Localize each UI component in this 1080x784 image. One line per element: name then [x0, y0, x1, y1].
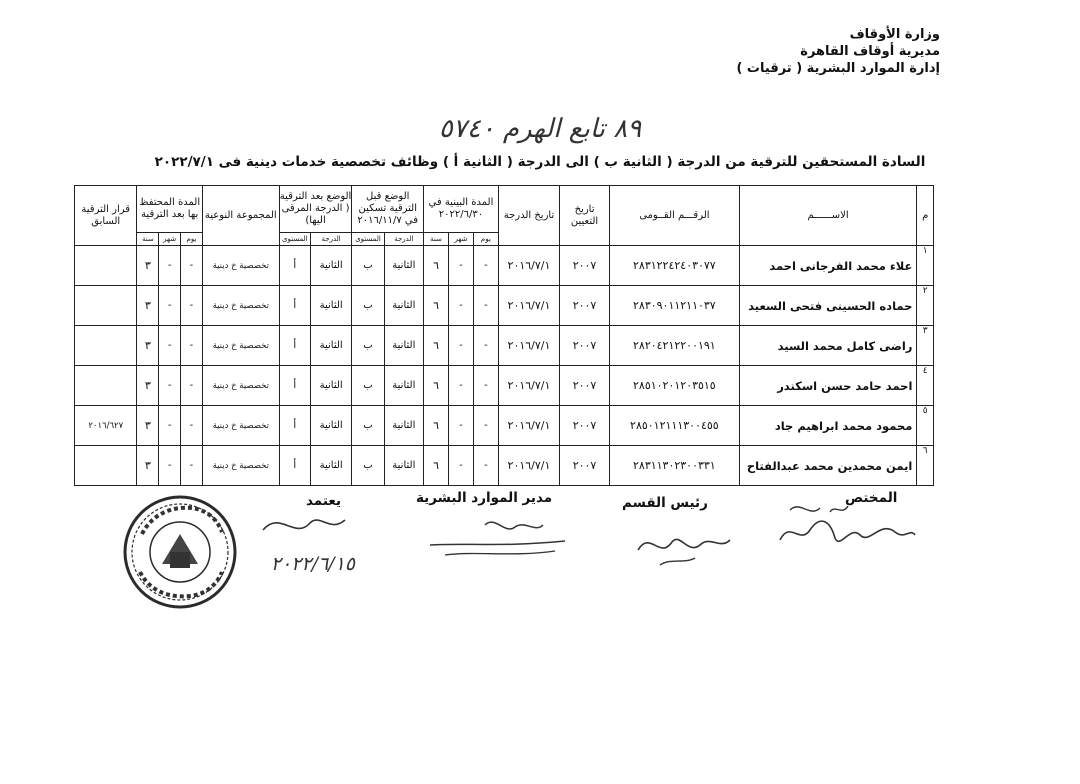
- col-header-appointment-date: تاريخ التعيين: [560, 186, 610, 246]
- org-header: [736, 26, 940, 77]
- interim-year: ٦: [424, 326, 449, 366]
- after-grade: الثانية: [310, 286, 352, 326]
- grade-date: ٢٠١٦/٧/١: [498, 286, 559, 326]
- appointment-date: ٢٠٠٧: [560, 326, 610, 366]
- employee-name: ايمن محمدين محمد عبدالفتاح: [739, 446, 917, 486]
- section-head-label: رئيس القسم: [622, 495, 708, 511]
- after-level: أ: [279, 406, 310, 446]
- retained-day: -: [181, 286, 203, 326]
- retained-day: -: [181, 326, 203, 366]
- interim-day: -: [473, 286, 498, 326]
- subheader-level: المستوى: [279, 233, 310, 246]
- previous-decision: [75, 446, 137, 486]
- specialist-signature: [770, 500, 920, 560]
- table-row: [75, 326, 934, 366]
- specialist-label: المختص: [845, 490, 898, 506]
- retained-year: ٣: [137, 446, 159, 486]
- col-header-retained-period: المدة المحتفظ بها بعد الترقية: [137, 186, 202, 233]
- retained-year: ٣: [137, 326, 159, 366]
- previous-decision: [75, 326, 137, 366]
- before-level: ب: [352, 326, 384, 366]
- interim-month: -: [449, 246, 474, 286]
- employee-name: راضى كامل محمد السيد: [739, 326, 917, 366]
- after-level: أ: [279, 326, 310, 366]
- interim-day: -: [473, 366, 498, 406]
- before-level: ب: [352, 246, 384, 286]
- table-row: [75, 366, 934, 406]
- ministry-name: وزارة الأوقاف: [849, 27, 940, 42]
- national-id: ٢٨٣١١٣٠٢٣٠٠٣٣١: [609, 446, 739, 486]
- interim-day: -: [473, 446, 498, 486]
- before-grade: الثانية: [384, 446, 423, 486]
- retained-month: -: [159, 286, 181, 326]
- after-level: أ: [279, 246, 310, 286]
- before-level: ب: [352, 366, 384, 406]
- qualitative-group: تخصصية خ دينية: [202, 326, 279, 366]
- interim-day: -: [473, 406, 498, 446]
- after-grade: الثانية: [310, 446, 352, 486]
- retained-day: -: [181, 246, 203, 286]
- stamp-date: ٢٠٢٢/٦/١٥: [270, 553, 355, 575]
- subheader-day: يوم: [181, 233, 203, 246]
- interim-year: ٦: [424, 286, 449, 326]
- grade-date: ٢٠١٦/٧/١: [498, 406, 559, 446]
- before-grade: الثانية: [384, 406, 423, 446]
- interim-month: -: [449, 406, 474, 446]
- qualitative-group: تخصصية خ دينية: [202, 406, 279, 446]
- interim-year: ٦: [424, 246, 449, 286]
- employee-name: احمد حامد حسن اسكندر: [739, 366, 917, 406]
- subheader-level: المستوى: [352, 233, 384, 246]
- appointment-date: ٢٠٠٧: [560, 446, 610, 486]
- col-header-before-status: الوضع قبل الترقية تسكين في ٢٠١٦/١١/٧: [352, 186, 424, 233]
- before-grade: الثانية: [384, 286, 423, 326]
- national-id: ٢٨٣٠٩٠١١٢١١٠٣٧: [609, 286, 739, 326]
- hr-manager-signature: [425, 515, 575, 565]
- section-head-signature: [630, 520, 740, 570]
- col-header-qualitative-group: المجموعة النوعية: [202, 186, 279, 246]
- interim-year: ٦: [424, 366, 449, 406]
- qualitative-group: تخصصية خ دينية: [202, 246, 279, 286]
- retained-day: -: [181, 446, 203, 486]
- col-header-interim-period: المدة البينية في ٢٠٢٢/٦/٣٠: [424, 186, 499, 233]
- table-row: [75, 246, 934, 286]
- table-row: [75, 286, 934, 326]
- national-id: ٢٨٥١٠٢٠١٢٠٣٥١٥: [609, 366, 739, 406]
- interim-month: -: [449, 446, 474, 486]
- after-level: أ: [279, 446, 310, 486]
- row-index: ٣: [917, 326, 934, 366]
- col-header-national-id: الرقـــم القــومى: [609, 186, 739, 246]
- retained-month: -: [159, 246, 181, 286]
- interim-day: -: [473, 246, 498, 286]
- qualitative-group: تخصصية خ دينية: [202, 446, 279, 486]
- national-id: ٢٨٥٠١٢١١١٣٠٠٤٥٥: [609, 406, 739, 446]
- col-header-name: الاســــــم: [739, 186, 917, 246]
- appointment-date: ٢٠٠٧: [560, 286, 610, 326]
- table-header-row: [75, 186, 934, 233]
- appointment-date: ٢٠٠٧: [560, 406, 610, 446]
- before-grade: الثانية: [384, 246, 423, 286]
- grade-date: ٢٠١٦/٧/١: [498, 246, 559, 286]
- appointment-date: ٢٠٠٧: [560, 366, 610, 406]
- after-grade: الثانية: [310, 326, 352, 366]
- retained-year: ٣: [137, 406, 159, 446]
- interim-month: -: [449, 366, 474, 406]
- interim-day: -: [473, 326, 498, 366]
- subheader-year: سنة: [424, 233, 449, 246]
- before-level: ب: [352, 446, 384, 486]
- subheader-grade: الدرجة: [384, 233, 423, 246]
- row-index: ٦: [917, 446, 934, 486]
- grade-date: ٢٠١٦/٧/١: [498, 366, 559, 406]
- approver-signature: [255, 505, 355, 545]
- retained-month: -: [159, 366, 181, 406]
- row-index: ٢: [917, 286, 934, 326]
- promotion-table: [74, 185, 934, 486]
- before-grade: الثانية: [384, 326, 423, 366]
- after-grade: الثانية: [310, 406, 352, 446]
- interim-month: -: [449, 326, 474, 366]
- grade-date: ٢٠١٦/٧/١: [498, 446, 559, 486]
- before-grade: الثانية: [384, 366, 423, 406]
- retained-month: -: [159, 446, 181, 486]
- col-header-grade-date: تاريخ الدرجة: [498, 186, 559, 246]
- row-index: ٥: [917, 406, 934, 446]
- row-index: ٤: [917, 366, 934, 406]
- before-level: ب: [352, 286, 384, 326]
- document-title: السادة المستحقين للترقية من الدرجة ( الثانية ب ) الى الدرجة ( الثانية أ ) وظائف تخصصية خدمات دينية فى ٢٠٢٢/٧/١: [154, 154, 926, 170]
- subheader-year: سنة: [137, 233, 159, 246]
- employee-name: محمود محمد ابراهيم جاد: [739, 406, 917, 446]
- col-header-after-status: الوضع بعد الترقية ( الدرجة المرقى اليها): [279, 186, 352, 233]
- col-header-previous-decision: قرار الترقية السابق: [75, 186, 137, 246]
- previous-decision: [75, 286, 137, 326]
- after-grade: الثانية: [310, 246, 352, 286]
- official-seal-stamp: [122, 494, 238, 610]
- approve-label: يعتمد: [306, 493, 342, 509]
- subheader-month: شهر: [449, 233, 474, 246]
- department-name: إدارة الموارد البشرية ( ترقيات ): [736, 61, 940, 76]
- table-row: [75, 446, 934, 486]
- subheader-grade: الدرجة: [310, 233, 352, 246]
- retained-month: -: [159, 406, 181, 446]
- previous-decision: [75, 246, 137, 286]
- employee-name: حماده الحسينى فتحى السعيد: [739, 286, 917, 326]
- previous-decision: [75, 366, 137, 406]
- hr-manager-label: مدير الموارد البشرية: [416, 490, 553, 506]
- col-header-index: م: [917, 186, 934, 246]
- directorate-name: مديرية أوقاف القاهرة: [800, 44, 940, 59]
- table-row: [75, 406, 934, 446]
- retained-month: -: [159, 326, 181, 366]
- grade-date: ٢٠١٦/٧/١: [498, 326, 559, 366]
- handwritten-reference: ٨٩ تابع الهرم ٥٧٤٠: [438, 114, 642, 144]
- after-level: أ: [279, 366, 310, 406]
- after-grade: الثانية: [310, 366, 352, 406]
- retained-day: -: [181, 366, 203, 406]
- national-id: ٢٨٣١٢٢٤٢٤٠٣٠٧٧: [609, 246, 739, 286]
- qualitative-group: تخصصية خ دينية: [202, 286, 279, 326]
- appointment-date: ٢٠٠٧: [560, 246, 610, 286]
- interim-year: ٦: [424, 406, 449, 446]
- before-level: ب: [352, 406, 384, 446]
- retained-year: ٣: [137, 366, 159, 406]
- employee-name: علاء محمد الفرجانى احمد: [739, 246, 917, 286]
- interim-month: -: [449, 286, 474, 326]
- after-level: أ: [279, 286, 310, 326]
- interim-year: ٦: [424, 446, 449, 486]
- retained-year: ٣: [137, 246, 159, 286]
- national-id: ٢٨٢٠٤٢١٢٢٠٠١٩١: [609, 326, 739, 366]
- previous-decision: ٢٠١٦/٦٢٧: [75, 406, 137, 446]
- row-index: ١: [917, 246, 934, 286]
- subheader-month: شهر: [159, 233, 181, 246]
- retained-year: ٣: [137, 286, 159, 326]
- qualitative-group: تخصصية خ دينية: [202, 366, 279, 406]
- retained-day: -: [181, 406, 203, 446]
- subheader-day: يوم: [473, 233, 498, 246]
